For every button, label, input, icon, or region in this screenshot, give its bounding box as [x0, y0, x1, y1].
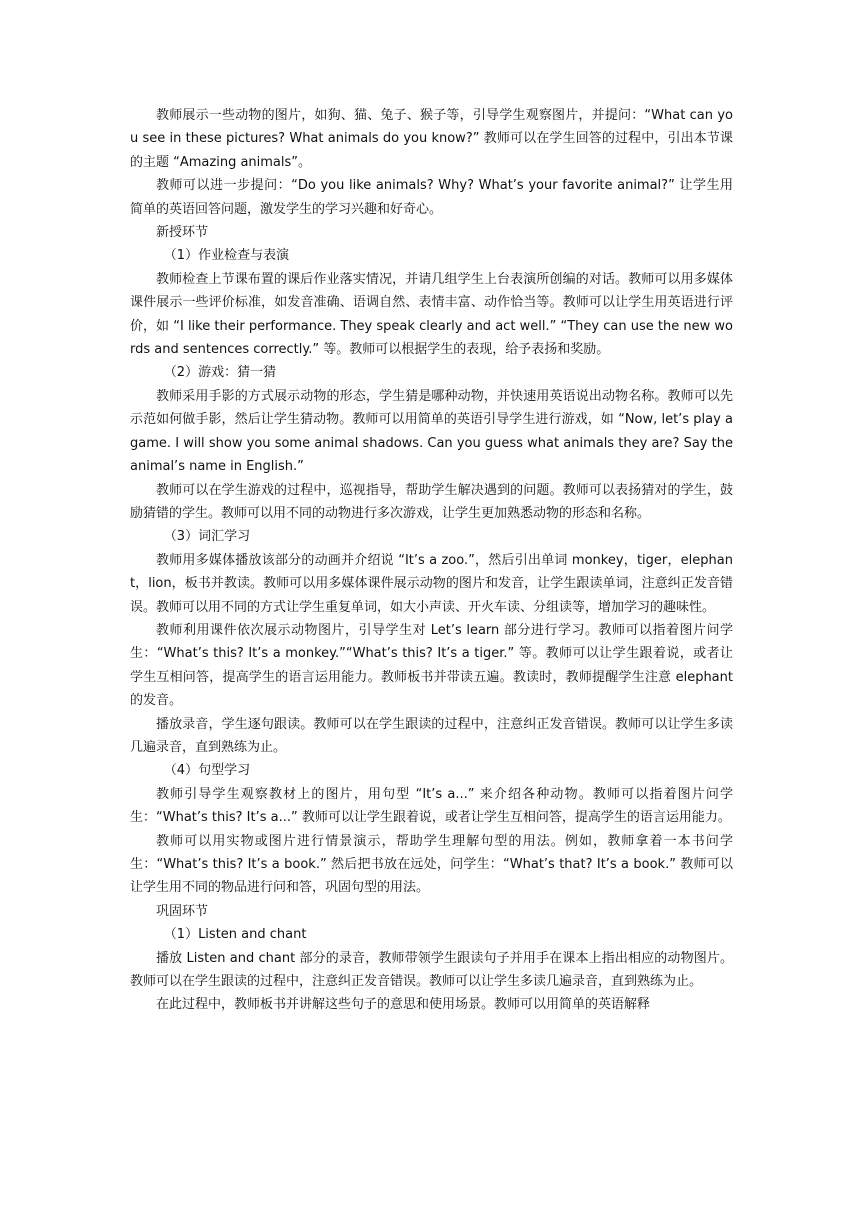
chant-paragraph: 播放 Listen and chant 部分的录音，教师带领学生跟读句子并用手在课本上指出相应的动物图片。教师可以在学生跟读的过程中，注意纠正发音错误。教师可以让学生多读几遍录音，直到熟练为止。 — [130, 950, 733, 990]
sentence-paragraph: 教师引导学生观察教材上的图片，用句型 “It’s a...” 来介绍各种动物。教师可以指着图片问学生：“What’s this? It’s a...” 教师可以让学生跟着说，或者让学生互相问答，提高学生的语言运用能力。 — [130, 786, 733, 826]
homework-paragraph: 教师检查上节课布置的课后作业落实情况，并请几组学生上台表演所创编的对话。教师可以用多媒体课件展示一些评价标准，如发音准确、语调自然、表情丰富、动作恰当等。教师可以让学生用英语进行评价，如 “I like their performance. They speak clearly and act well.” “They can use the new words and sentences correctly.” 等。教师可以根据学生的表现，给予表扬和奖励。 — [130, 271, 733, 358]
sentence-demo-paragraph: 教师可以用实物或图片进行情景演示，帮助学生理解句型的用法。例如，教师拿着一本书问学生：“What’s this? It’s a book.” 然后把书放在远处，问学生：“What’s that? It’s a book.” 教师可以让学生用不同的物品进行问和答，巩固句型的用法。 — [130, 833, 733, 896]
intro-followup-paragraph: 教师可以进一步提问：“Do you like animals? Why? What’s your favorite animal?” 让学生用简单的英语回答问题，激发学生的学习兴趣和好奇心。 — [130, 178, 733, 217]
document-body — [130, 104, 733, 1017]
game-paragraph: 教师采用手影的方式展示动物的形态，学生猜是哪种动物，并快速用英语说出动物名称。教师可以先示范如何做手影，然后让学生猜动物。教师可以用简单的英语引导学生进行游戏，如 “Now, let’s play a game. I will show you some animal shadows. Can you guess what animals they are? Say the animal’s name in English.” — [130, 388, 733, 475]
subsection-heading-sentence: （4）句型学习 — [163, 763, 251, 779]
chant-followup-paragraph: 在此过程中，教师板书并讲解这些句子的意思和使用场景。教师可以用简单的英语解释 — [156, 997, 651, 1013]
section-heading-new-lesson: 新授环节 — [156, 225, 209, 241]
intro-paragraph: 教师展示一些动物的图片，如狗、猫、兔子、猴子等，引导学生观察图片，并提问：“What can you see in these pictures? What animals do you know?” 教师可以在学生回答的过程中，引出本节课的主题 “Amazing animals”。 — [130, 108, 733, 170]
vocabulary-recording-paragraph: 播放录音，学生逐句跟读。教师可以在学生跟读的过程中，注意纠正发音错误。教师可以让学生多读几遍录音，直到熟练为止。 — [130, 716, 733, 755]
vocabulary-paragraph: 教师用多媒体播放该部分的动画并介绍说 “It’s a zoo.”，然后引出单词 monkey，tiger，elephant，lion，板书并教读。教师可以用多媒体课件展示动物的图片和发音，让学生跟读单词，注意纠正发音错误。教师可以用不同的方式让学生重复单词，如大小声读、开火车读、分组读等，增加学习的趣味性。 — [130, 552, 733, 615]
subsection-heading-homework: （1）作业检查与表演 — [163, 248, 290, 264]
vocabulary-courseware-paragraph: 教师利用课件依次展示动物图片，引导学生对 Let’s learn 部分进行学习。教师可以指着图片问学生：“What’s this? It’s a monkey.”“What’s this? It’s a tiger.” 等。教师可以让学生跟着说，或者让学生互相问答，提高学生的语言运用能力。教师板书并带读五遍。教读时，教师提醒学生注意 elephant 的发音。 — [130, 622, 733, 709]
subsection-heading-vocabulary: （3）词汇学习 — [163, 529, 251, 545]
section-heading-consolidation: 巩固环节 — [156, 903, 209, 919]
game-followup-paragraph: 教师可以在学生游戏的过程中，巡视指导，帮助学生解决遇到的问题。教师可以表扬猜对的学生，鼓励猜错的学生。教师可以用不同的动物进行多次游戏，让学生更加熟悉动物的形态和名称。 — [130, 482, 733, 521]
subsection-heading-game: （2）游戏：猜一猜 — [163, 365, 277, 381]
subsection-heading-chant: （1）Listen and chant — [163, 927, 307, 943]
